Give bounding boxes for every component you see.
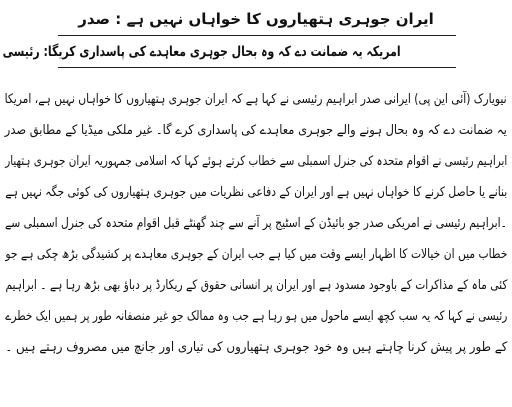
body-line xyxy=(5,303,507,331)
body-line-text: کے طور پر پیش کرنا چاہتے ہیں وہ خود جوہری ہتھیاروں کی تیاری اور جانچ میں مصروف رہتے ہیں ۔ xyxy=(4,340,507,355)
body-line xyxy=(5,272,507,300)
body-line xyxy=(5,86,507,114)
body-line xyxy=(5,148,507,176)
subheadline-text: امریکہ یہ ضمانت دے کہ وہ بحال جوہری معاہدے کی پاسداری کریگا: رئیسی xyxy=(2,44,401,60)
body-line xyxy=(5,241,507,269)
headline-divider xyxy=(58,35,456,36)
body-line-text: بنانے یا حاصل کرنے کا خواہاں نہیں ہے اور ایران کے دفاعی نظریات میں جوہری ہتھیاروں کی کوئی جگہ نہیں ہے xyxy=(5,185,507,200)
body-line-text: ۔ابراہیم رئیسی نے امریکی صدر جو بائیڈن کے اسٹیج پر آنے سے چند گھنٹے قبل اقوام متحدہ کی جنرل اسمبلی سے xyxy=(5,216,507,231)
body-line-last xyxy=(5,334,507,362)
subheadline xyxy=(2,40,456,64)
headline-text: ایران جوہری ہتھیاروں کا خواہاں نہیں ہے : صدر xyxy=(78,10,434,28)
body-line-text: نیویارک (آئی این پی) ایرانی صدر ابراہیم رئیسی نے کہا ہے کہ ایران جوہری ہتھیاروں کا خواہاں نہیں ہے، امریکا xyxy=(4,92,507,107)
body-line-text: رئیسی نے کہا کہ یہ سب کچھ ایسے ماحول میں ہو رہا ہے جب وہ ممالک جو غیر منصفانہ طور پر ہمیں ایک خطرے xyxy=(4,309,507,324)
body-line xyxy=(5,117,507,145)
body-line-text: ابراہیم رئیسی نے اقوام متحدہ کی جنرل اسمبلی سے خطاب کرتے ہوئے کہا کہ اسلامی جمہوریہ ایران جوہری ہتھیار xyxy=(4,154,507,169)
body-line-text: کئی ماہ کے مذاکرات کے باوجود مسدود ہے اور ایران پر انسانی حقوق کے ریکارڈ پر دباؤ بھی بڑھ رہا ہے ۔ ابراہیم xyxy=(4,278,507,293)
subheadline-divider xyxy=(58,67,456,68)
body-line xyxy=(5,179,507,207)
body-line-text: یہ ضمانت دے کہ وہ بحال ہونے والے جوہری معاہدے کی پاسداری کرے گا۔ غیر ملکی میڈیا کے مطابق صدر xyxy=(4,123,507,138)
body-line-text: خطاب میں ان خیالات کا اظہار ایسے وقت میں کیا ہے جب ایران کے جوہری معاہدے پر کشیدگی بڑھ چکی ہے جو xyxy=(4,247,507,262)
body-line xyxy=(5,210,507,238)
headline xyxy=(40,6,472,32)
